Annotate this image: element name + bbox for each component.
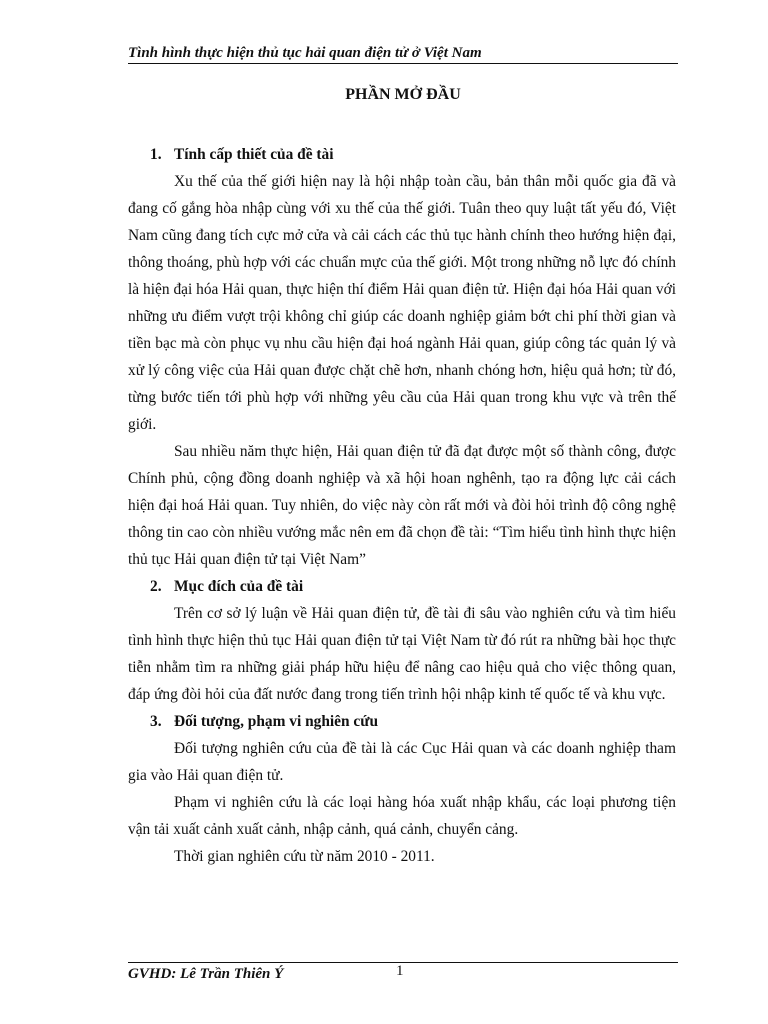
section-title: Mục đích của đề tài <box>174 578 304 595</box>
document-body <box>128 141 676 870</box>
section-number: 1. <box>150 146 162 163</box>
section-heading <box>128 141 676 168</box>
paragraph: Thời gian nghiên cứu từ năm 2010 - 2011. <box>174 848 435 865</box>
paragraph: Phạm vi nghiên cứu là các loại hàng hóa xuất nhập khẩu, các loại phương tiện vận tải xuất cảnh xuất cảnh, nhập cảnh, quá cảnh, chuyển cảng. <box>128 794 676 838</box>
header-rule <box>128 63 678 64</box>
page-title: PHẦN MỞ ĐẦU <box>345 86 461 103</box>
section-title: Đối tượng, phạm vi nghiên cứu <box>174 713 379 730</box>
footer-author: GVHD: Lê Trần Thiên Ý <box>128 966 284 982</box>
section-heading <box>128 708 676 735</box>
section-title: Tính cấp thiết của đề tài <box>174 146 334 163</box>
page-number: 1 <box>396 963 404 979</box>
paragraph: Xu thế của thế giới hiện nay là hội nhập toàn cầu, bản thân mỗi quốc gia đã và đang cố gắng hòa nhập cùng với xu thế của thế giới. Tuân theo quy luật tất yếu đó, Việt Nam cũng đang tích cực mở cửa và cải cách các thủ tục hành chính theo hướng hiện đại, thông thoáng, phù hợp với các chuẩn mực của thế giới. Một trong những nỗ lực đó chính là hiện đại hóa Hải quan, thực hiện thí điểm Hải quan điện tử. Hiện đại hóa Hải quan với những ưu điểm vượt trội không chỉ giúp các doanh nghiệp giảm bớt chi phí thời gian và tiền bạc mà còn phục vụ nhu cầu hiện đại hoá ngành Hải quan, giúp công tác quản lý và xử lý công việc của Hải quan được chặt chẽ hơn, nhanh chóng hơn, hiệu quả hơn; từ đó, từng bước tiến tới phù hợp với những yêu cầu của Hải quan trong khu vực và trên thế giới. <box>128 173 676 433</box>
running-header: Tình hình thực hiện thủ tục hải quan điện tử ở Việt Nam <box>128 45 482 61</box>
section-number: 2. <box>150 578 162 595</box>
paragraph: Đối tượng nghiên cứu của đề tài là các Cục Hải quan và các doanh nghiệp tham gia vào Hải quan điện tử. <box>128 740 676 784</box>
section-heading <box>128 573 676 600</box>
paragraph: Sau nhiều năm thực hiện, Hải quan điện tử đã đạt được một số thành công, được Chính phủ, cộng đồng doanh nghiệp và xã hội hoan nghênh, tạo ra động lực cải cách hiện đại hoá Hải quan. Tuy nhiên, do việc này còn rất mới và đòi hỏi trình độ công nghệ thông tin cao còn nhiều vướng mắc nên em đã chọn đề tài: “Tìm hiểu tình hình thực hiện thủ tục Hải quan điện tử tại Việt Nam” <box>128 443 676 568</box>
section-number: 3. <box>150 713 162 730</box>
paragraph: Trên cơ sở lý luận về Hải quan điện tử, đề tài đi sâu vào nghiên cứu và tìm hiểu tình hình thực hiện thủ tục Hải quan điện tử tại Việt Nam từ đó rút ra những bài học thực tiễn nhằm tìm ra những giải pháp hữu hiệu để nâng cao hiệu quả cho việc thông quan, đáp ứng đòi hỏi của đất nước đang trong tiến trình hội nhập kinh tế quốc tế và khu vực. <box>128 605 676 703</box>
